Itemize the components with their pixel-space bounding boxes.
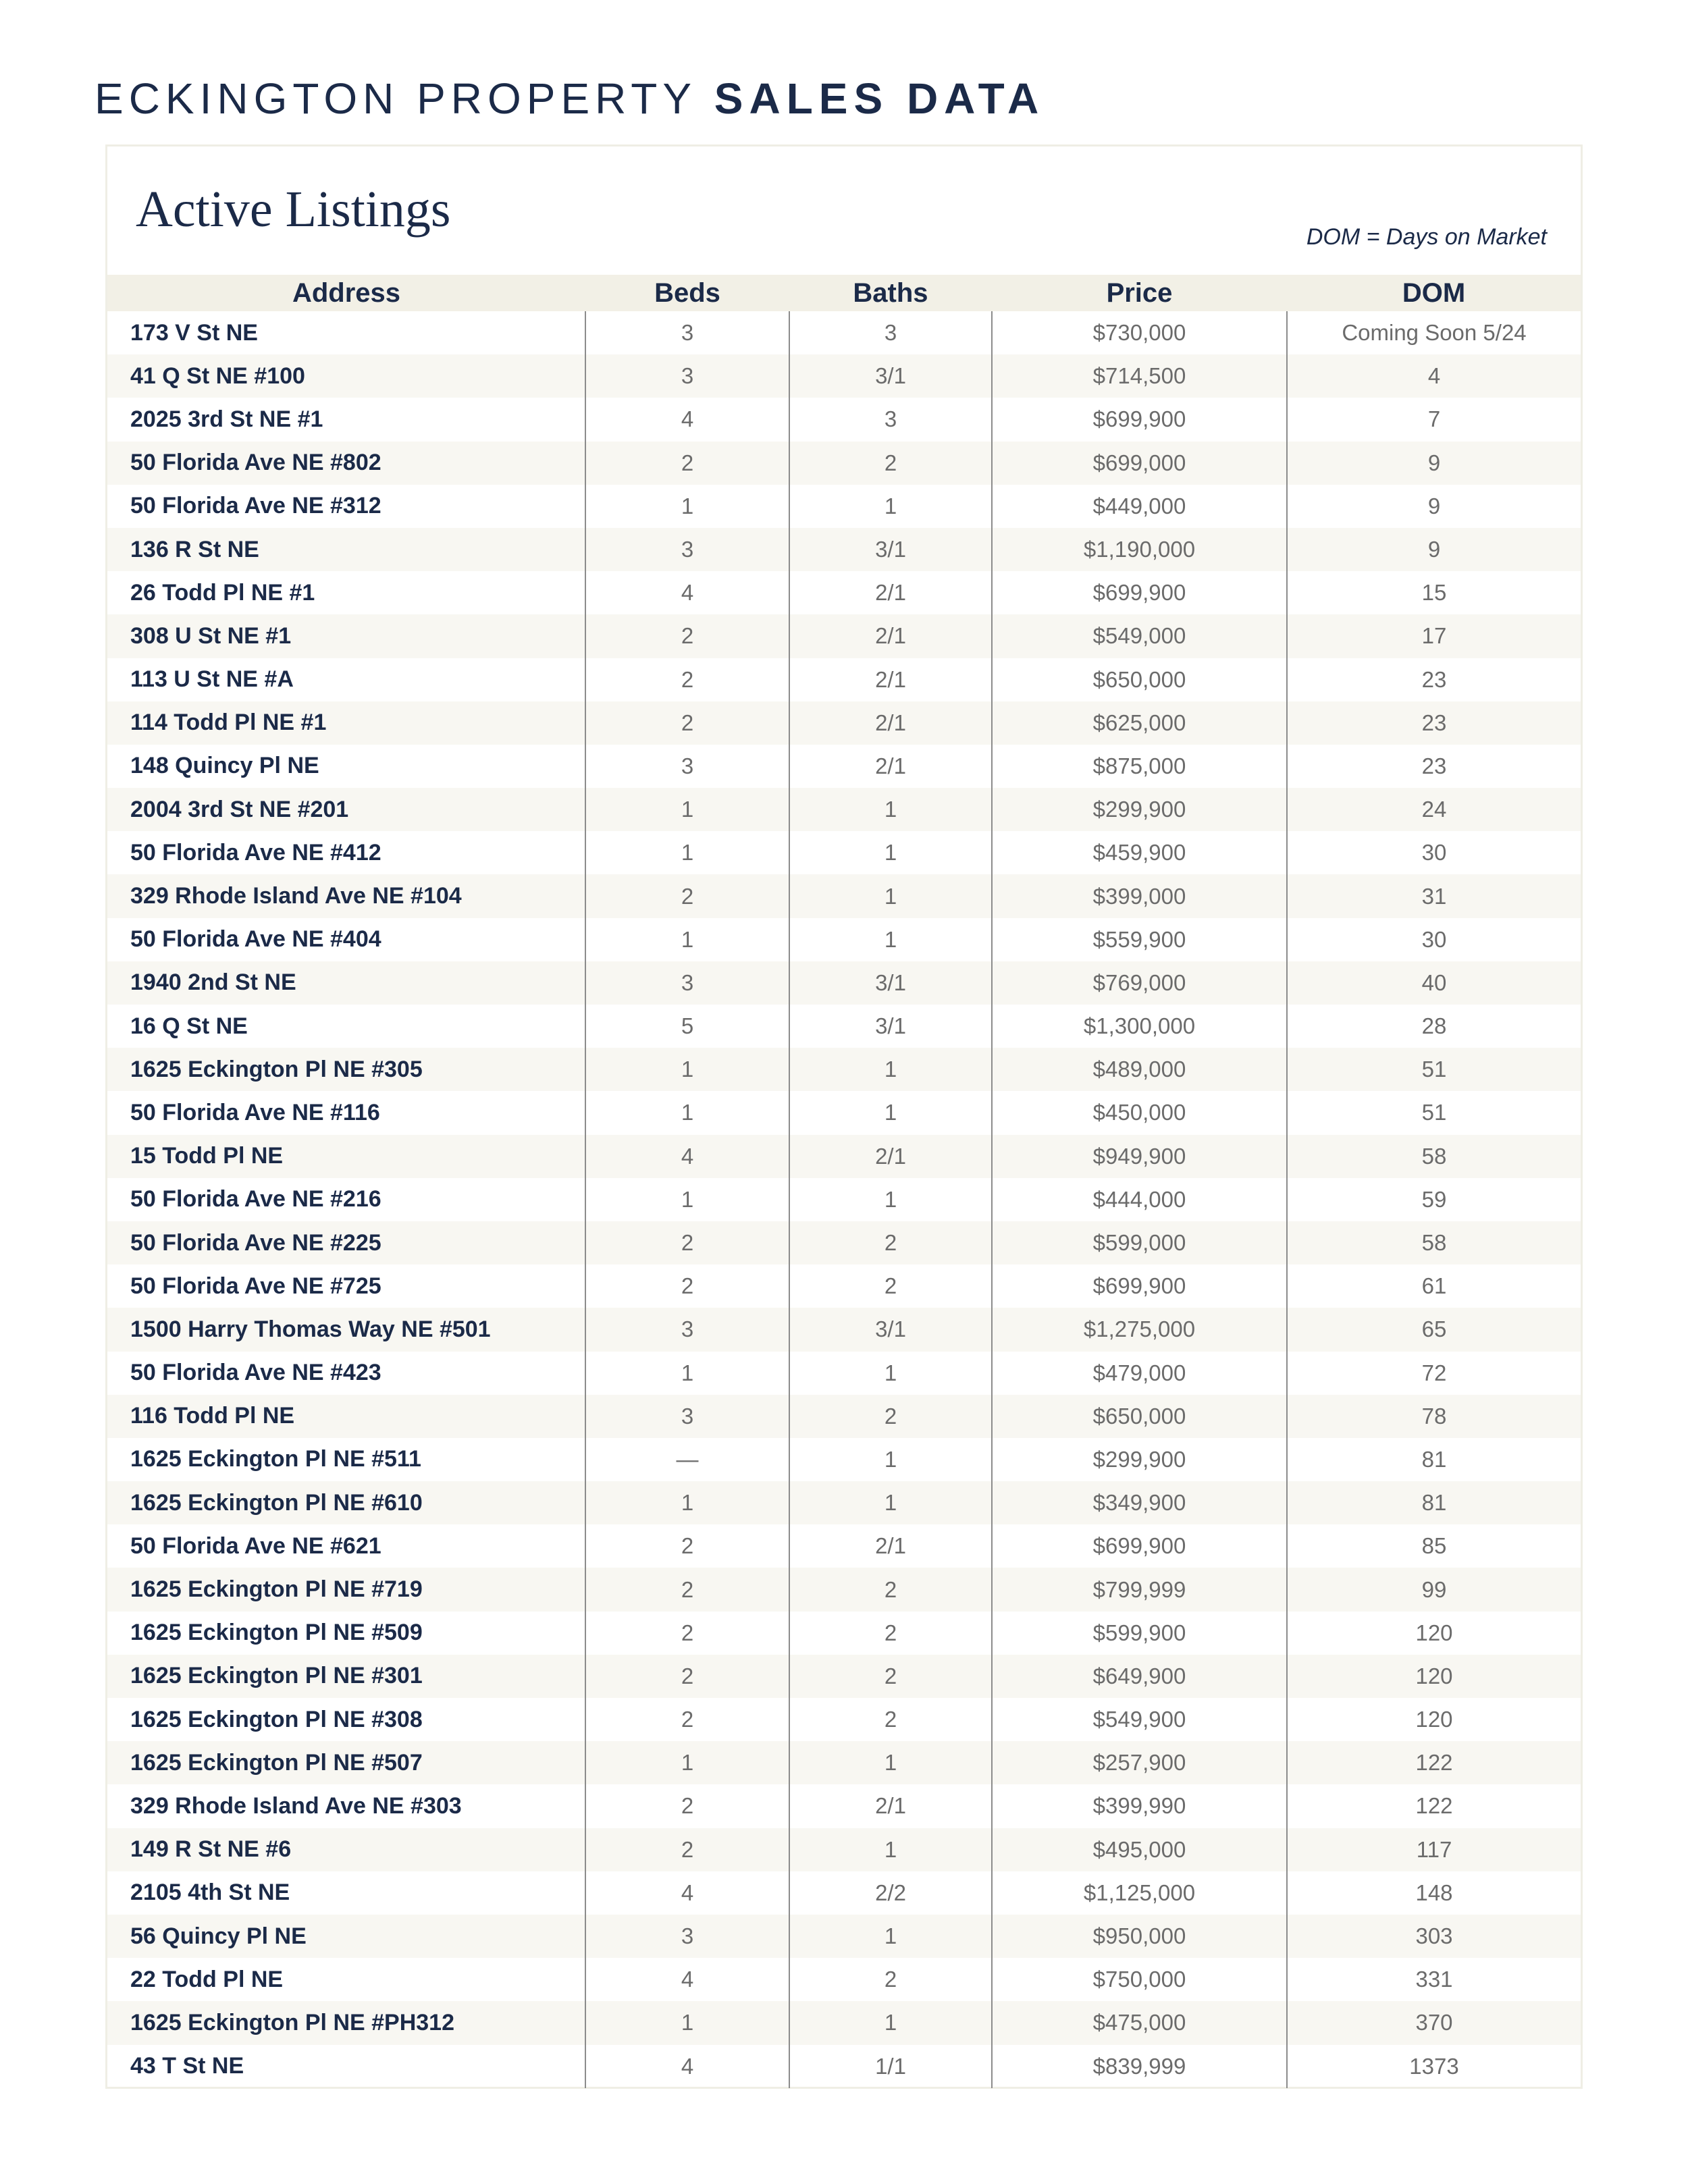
baths-cell: 1 (789, 918, 992, 961)
dom-cell: 59 (1287, 1178, 1581, 1221)
address-cell: 308 U St NE #1 (130, 622, 292, 649)
price-cell: $1,275,000 (992, 1308, 1287, 1351)
table-row (107, 1481, 1581, 1524)
price-cell: $444,000 (992, 1178, 1287, 1221)
table-row (107, 1568, 1581, 1611)
address-cell: 22 Todd Pl NE (130, 1966, 284, 1992)
table-row (107, 528, 1581, 571)
table-row (107, 1091, 1581, 1134)
baths-cell: 1 (789, 2001, 992, 2044)
dom-cell: 1373 (1287, 2045, 1581, 2088)
baths-cell: 1 (789, 1828, 992, 1871)
dom-cell: Coming Soon 5/24 (1287, 311, 1581, 354)
table-row (107, 1005, 1581, 1048)
price-cell: $699,000 (992, 442, 1287, 485)
table-row (107, 354, 1581, 398)
baths-cell: 3/1 (789, 1005, 992, 1048)
column-header-address: Address (292, 277, 401, 308)
price-cell: $349,900 (992, 1481, 1287, 1524)
beds-cell: 1 (585, 788, 789, 831)
beds-cell: 1 (585, 1481, 789, 1524)
dom-cell: 99 (1287, 1568, 1581, 1611)
address-cell: 1500 Harry Thomas Way NE #501 (130, 1316, 491, 1342)
dom-cell: 17 (1287, 614, 1581, 658)
address-cell: 41 Q St NE #100 (130, 363, 305, 389)
table-row (107, 658, 1581, 701)
address-cell: 1940 2nd St NE (130, 969, 296, 996)
baths-cell: 3 (789, 398, 992, 441)
table-row (107, 1352, 1581, 1395)
address-cell: 15 Todd Pl NE (130, 1143, 284, 1169)
listing-rows (107, 311, 1581, 2088)
beds-cell: 3 (585, 1915, 789, 1958)
beds-cell: 2 (585, 1655, 789, 1698)
price-cell: $769,000 (992, 961, 1287, 1005)
table-row (107, 1871, 1581, 1915)
baths-cell: 2 (789, 1958, 992, 2001)
address-cell: 149 R St NE #6 (130, 1836, 292, 1863)
beds-cell: 1 (585, 1091, 789, 1134)
table-row (107, 1655, 1581, 1698)
table-row (107, 2001, 1581, 2044)
table-row (107, 442, 1581, 485)
address-cell: 2004 3rd St NE #201 (130, 796, 349, 822)
dom-cell: 120 (1287, 1655, 1581, 1698)
table-row (107, 1612, 1581, 1655)
beds-cell: 2 (585, 1568, 789, 1611)
column-header-baths: Baths (853, 277, 928, 308)
page-header (95, 65, 1045, 132)
beds-cell: 4 (585, 1135, 789, 1178)
listings-table (107, 275, 1581, 2088)
dom-cell: 148 (1287, 1871, 1581, 1915)
address-cell: 50 Florida Ave NE #621 (130, 1533, 381, 1559)
price-cell: $839,999 (992, 2045, 1287, 2088)
dom-cell: 51 (1287, 1091, 1581, 1134)
beds-cell: 3 (585, 1308, 789, 1351)
beds-cell: — (585, 1438, 789, 1481)
dom-cell: 61 (1287, 1264, 1581, 1308)
beds-cell: 1 (585, 1178, 789, 1221)
price-cell: $549,900 (992, 1698, 1287, 1741)
address-cell: 1625 Eckington Pl NE #308 (130, 1706, 423, 1732)
baths-cell: 2 (789, 1221, 992, 1264)
beds-cell: 4 (585, 398, 789, 441)
dom-cell: 7 (1287, 398, 1581, 441)
price-cell: $489,000 (992, 1048, 1287, 1091)
dom-cell: 51 (1287, 1048, 1581, 1091)
table-row (107, 1178, 1581, 1221)
table-row (107, 1395, 1581, 1438)
baths-cell: 1 (789, 1091, 992, 1134)
baths-cell: 1 (789, 1048, 992, 1091)
beds-cell: 2 (585, 1264, 789, 1308)
price-cell: $299,900 (992, 1438, 1287, 1481)
dom-cell: 120 (1287, 1612, 1581, 1655)
address-cell: 1625 Eckington Pl NE #610 (130, 1489, 423, 1516)
beds-cell: 2 (585, 658, 789, 701)
table-row (107, 1915, 1581, 1958)
table-row (107, 1741, 1581, 1784)
column-header-beds: Beds (654, 277, 720, 308)
table-row (107, 1958, 1581, 2001)
address-cell: 50 Florida Ave NE #802 (130, 450, 381, 476)
price-cell: $449,000 (992, 485, 1287, 528)
baths-cell: 1 (789, 1741, 992, 1784)
address-cell: 50 Florida Ave NE #225 (130, 1229, 381, 1256)
table-row (107, 874, 1581, 917)
beds-cell: 1 (585, 831, 789, 874)
price-cell: $699,900 (992, 571, 1287, 614)
price-cell: $625,000 (992, 701, 1287, 745)
table-row (107, 1135, 1581, 1178)
price-cell: $599,900 (992, 1612, 1287, 1655)
dom-cell: 23 (1287, 745, 1581, 788)
beds-cell: 1 (585, 1048, 789, 1091)
price-cell: $399,000 (992, 874, 1287, 917)
table-row (107, 1048, 1581, 1091)
baths-cell: 3/1 (789, 528, 992, 571)
address-cell: 1625 Eckington Pl NE #511 (130, 1446, 421, 1472)
baths-cell: 1 (789, 874, 992, 917)
address-cell: 136 R St NE (130, 536, 259, 562)
beds-cell: 4 (585, 1871, 789, 1915)
price-cell: $649,900 (992, 1655, 1287, 1698)
price-cell: $450,000 (992, 1091, 1287, 1134)
address-cell: 50 Florida Ave NE #116 (130, 1099, 380, 1125)
dom-cell: 58 (1287, 1221, 1581, 1264)
address-cell: 1625 Eckington Pl NE #507 (130, 1749, 423, 1776)
table-row (107, 614, 1581, 658)
baths-cell: 2/1 (789, 571, 992, 614)
table-row (107, 2045, 1581, 2088)
table-row (107, 1828, 1581, 1871)
table-row (107, 918, 1581, 961)
dom-cell: 120 (1287, 1698, 1581, 1741)
price-cell: $714,500 (992, 354, 1287, 398)
dom-cell: 85 (1287, 1524, 1581, 1568)
dom-cell: 23 (1287, 658, 1581, 701)
dom-cell: 31 (1287, 874, 1581, 917)
dom-cell: 122 (1287, 1741, 1581, 1784)
beds-cell: 2 (585, 1784, 789, 1828)
price-cell: $799,999 (992, 1568, 1287, 1611)
dom-cell: 30 (1287, 831, 1581, 874)
dom-cell: 9 (1287, 528, 1581, 571)
section-title: Active Listings (136, 181, 451, 238)
dom-cell: 72 (1287, 1352, 1581, 1395)
beds-cell: 2 (585, 701, 789, 745)
dom-cell: 81 (1287, 1438, 1581, 1481)
dom-cell: 15 (1287, 571, 1581, 614)
beds-cell: 2 (585, 1524, 789, 1568)
baths-cell: 2/1 (789, 1784, 992, 1828)
table-row (107, 1784, 1581, 1828)
table-row (107, 1698, 1581, 1741)
table-row (107, 311, 1581, 354)
baths-cell: 2 (789, 1568, 992, 1611)
address-cell: 56 Quincy Pl NE (130, 1923, 307, 1949)
baths-cell: 2/1 (789, 1524, 992, 1568)
address-cell: 1625 Eckington Pl NE #509 (130, 1620, 423, 1646)
baths-cell: 3 (789, 311, 992, 354)
price-cell: $599,000 (992, 1221, 1287, 1264)
baths-cell: 1 (789, 485, 992, 528)
price-cell: $1,125,000 (992, 1871, 1287, 1915)
dom-cell: 81 (1287, 1481, 1581, 1524)
address-cell: 2105 4th St NE (130, 1880, 290, 1906)
dom-cell: 58 (1287, 1135, 1581, 1178)
address-cell: 16 Q St NE (130, 1013, 248, 1039)
table-row (107, 398, 1581, 441)
table-row (107, 961, 1581, 1005)
baths-cell: 2/1 (789, 745, 992, 788)
beds-cell: 4 (585, 2045, 789, 2088)
baths-cell: 2 (789, 1612, 992, 1655)
address-cell: 50 Florida Ave NE #216 (130, 1186, 381, 1213)
dom-cell: 331 (1287, 1958, 1581, 2001)
baths-cell: 1 (789, 831, 992, 874)
baths-cell: 2/1 (789, 658, 992, 701)
dom-cell: 30 (1287, 918, 1581, 961)
baths-cell: 1 (789, 1352, 992, 1395)
price-cell: $257,900 (992, 1741, 1287, 1784)
beds-cell: 1 (585, 1741, 789, 1784)
dom-cell: 9 (1287, 442, 1581, 485)
beds-cell: 5 (585, 1005, 789, 1048)
dom-cell: 303 (1287, 1915, 1581, 1958)
dom-cell: 117 (1287, 1828, 1581, 1871)
address-cell: 50 Florida Ave NE #312 (130, 493, 381, 519)
beds-cell: 1 (585, 1352, 789, 1395)
price-cell: $730,000 (992, 311, 1287, 354)
price-cell: $549,000 (992, 614, 1287, 658)
baths-cell: 2 (789, 1698, 992, 1741)
baths-cell: 1 (789, 1915, 992, 1958)
baths-cell: 2/1 (789, 701, 992, 745)
dom-cell: 24 (1287, 788, 1581, 831)
baths-cell: 2/1 (789, 1135, 992, 1178)
dom-cell: 40 (1287, 961, 1581, 1005)
dom-cell: 370 (1287, 2001, 1581, 2044)
address-cell: 43 T St NE (130, 2053, 244, 2079)
price-cell: $650,000 (992, 658, 1287, 701)
baths-cell: 2 (789, 442, 992, 485)
address-cell: 50 Florida Ave NE #423 (130, 1360, 381, 1386)
table-row (107, 1524, 1581, 1568)
price-cell: $495,000 (992, 1828, 1287, 1871)
table-row (107, 788, 1581, 831)
dom-cell: 9 (1287, 485, 1581, 528)
beds-cell: 3 (585, 1395, 789, 1438)
beds-cell: 2 (585, 442, 789, 485)
address-cell: 116 Todd Pl NE (130, 1403, 295, 1429)
price-cell: $1,300,000 (992, 1005, 1287, 1048)
beds-cell: 2 (585, 1698, 789, 1741)
address-cell: 329 Rhode Island Ave NE #104 (130, 883, 462, 909)
price-cell: $399,990 (992, 1784, 1287, 1828)
dom-cell: 65 (1287, 1308, 1581, 1351)
address-cell: 114 Todd Pl NE #1 (130, 710, 327, 736)
baths-cell: 3/1 (789, 961, 992, 1005)
price-cell: $875,000 (992, 745, 1287, 788)
beds-cell: 1 (585, 485, 789, 528)
baths-cell: 3/1 (789, 354, 992, 398)
baths-cell: 2 (789, 1655, 992, 1698)
address-cell: 1625 Eckington Pl NE #PH312 (130, 2009, 454, 2035)
price-cell: $950,000 (992, 1915, 1287, 1958)
table-row (107, 485, 1581, 528)
table-row (107, 1438, 1581, 1481)
address-cell: 148 Quincy Pl NE (130, 753, 319, 779)
table-row (107, 1308, 1581, 1351)
dom-cell: 28 (1287, 1005, 1581, 1048)
table-row (107, 745, 1581, 788)
price-cell: $699,900 (992, 1524, 1287, 1568)
beds-cell: 2 (585, 614, 789, 658)
table-row (107, 831, 1581, 874)
address-cell: 26 Todd Pl NE #1 (130, 579, 315, 606)
baths-cell: 3/1 (789, 1308, 992, 1351)
price-cell: $299,900 (992, 788, 1287, 831)
beds-cell: 2 (585, 874, 789, 917)
price-cell: $699,900 (992, 1264, 1287, 1308)
beds-cell: 3 (585, 354, 789, 398)
beds-cell: 3 (585, 311, 789, 354)
address-cell: 50 Florida Ave NE #412 (130, 839, 381, 865)
price-cell: $949,900 (992, 1135, 1287, 1178)
address-cell: 2025 3rd St NE #1 (130, 406, 323, 432)
address-cell: 50 Florida Ave NE #725 (130, 1273, 381, 1299)
table-row (107, 701, 1581, 745)
address-cell: 173 V St NE (130, 319, 258, 346)
table-row (107, 1264, 1581, 1308)
price-cell: $650,000 (992, 1395, 1287, 1438)
baths-cell: 2/1 (789, 614, 992, 658)
baths-cell: 2/2 (789, 1871, 992, 1915)
beds-cell: 1 (585, 2001, 789, 2044)
price-cell: $559,900 (992, 918, 1287, 961)
price-cell: $750,000 (992, 1958, 1287, 2001)
dom-legend-note: DOM = Days on Market (1306, 224, 1547, 250)
column-header-dom: DOM (1402, 277, 1466, 308)
price-cell: $475,000 (992, 2001, 1287, 2044)
beds-cell: 3 (585, 745, 789, 788)
dom-cell: 78 (1287, 1395, 1581, 1438)
baths-cell: 1/1 (789, 2045, 992, 2088)
baths-cell: 2 (789, 1264, 992, 1308)
baths-cell: 1 (789, 1438, 992, 1481)
address-cell: 50 Florida Ave NE #404 (130, 926, 381, 953)
beds-cell: 2 (585, 1828, 789, 1871)
beds-cell: 2 (585, 1221, 789, 1264)
beds-cell: 4 (585, 571, 789, 614)
column-header-price: Price (1106, 277, 1173, 308)
baths-cell: 1 (789, 1178, 992, 1221)
beds-cell: 3 (585, 528, 789, 571)
dom-cell: 23 (1287, 701, 1581, 745)
baths-cell: 1 (789, 788, 992, 831)
beds-cell: 1 (585, 918, 789, 961)
table-header-row (107, 275, 1581, 311)
table-row (107, 571, 1581, 614)
beds-cell: 3 (585, 961, 789, 1005)
price-cell: $479,000 (992, 1352, 1287, 1395)
baths-cell: 2 (789, 1395, 992, 1438)
address-cell: 1625 Eckington Pl NE #305 (130, 1056, 423, 1082)
dom-cell: 4 (1287, 354, 1581, 398)
beds-cell: 4 (585, 1958, 789, 2001)
address-cell: 1625 Eckington Pl NE #301 (130, 1663, 423, 1689)
price-cell: $459,900 (992, 831, 1287, 874)
page-title-bold: SALES DATA (714, 74, 1045, 123)
price-cell: $699,900 (992, 398, 1287, 441)
table-row (107, 1221, 1581, 1264)
price-cell: $1,190,000 (992, 528, 1287, 571)
page-title-light: ECKINGTON PROPERTY (95, 74, 697, 123)
active-listings-panel (105, 144, 1583, 2089)
address-cell: 113 U St NE #A (130, 666, 294, 693)
address-cell: 329 Rhode Island Ave NE #303 (130, 1792, 462, 1819)
address-cell: 1625 Eckington Pl NE #719 (130, 1576, 423, 1603)
baths-cell: 1 (789, 1481, 992, 1524)
dom-cell: 122 (1287, 1784, 1581, 1828)
beds-cell: 2 (585, 1612, 789, 1655)
